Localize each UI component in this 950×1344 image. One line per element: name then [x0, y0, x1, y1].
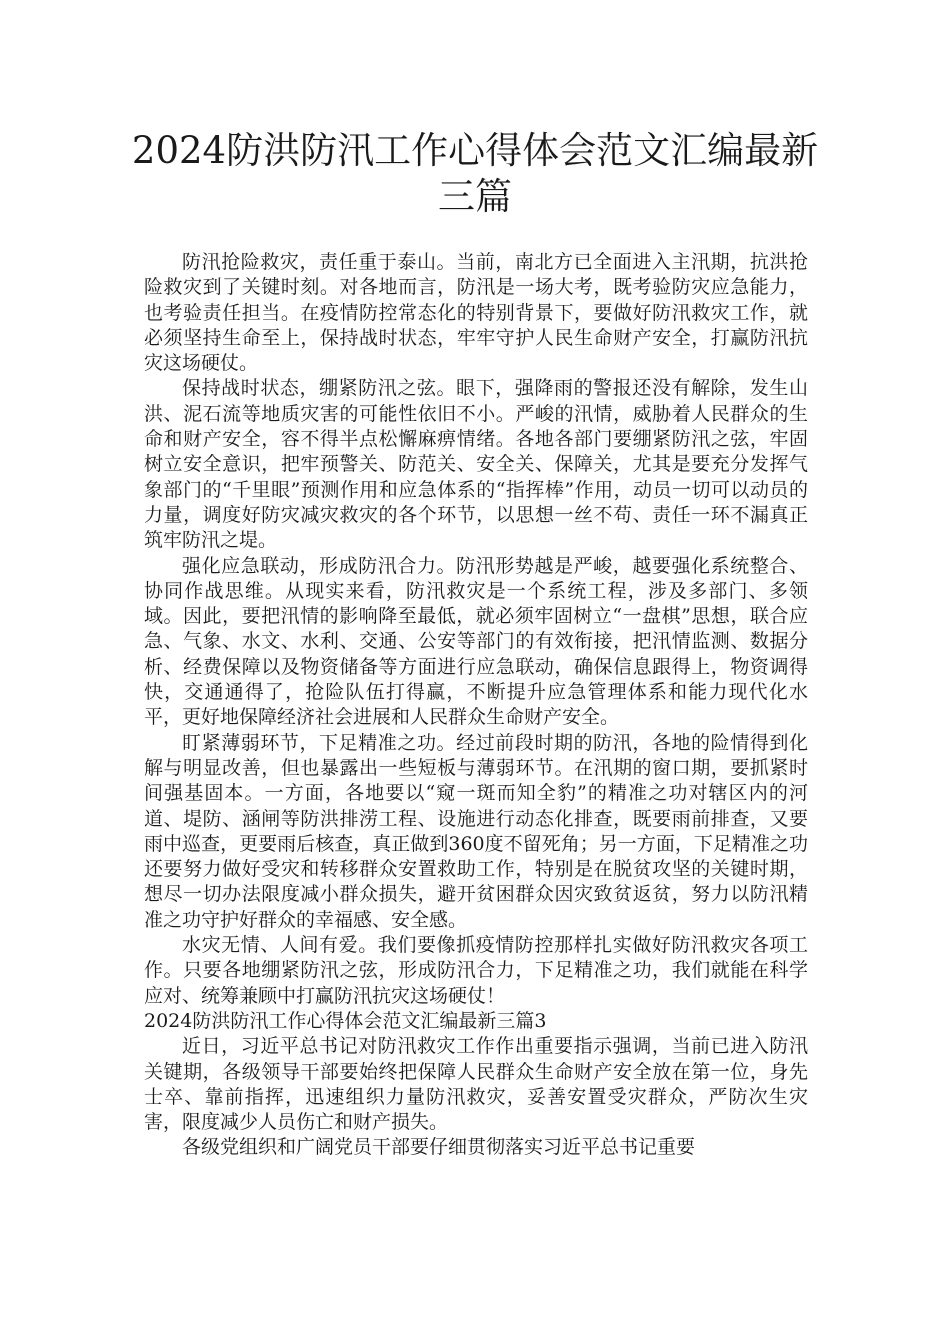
paragraph: 各级党组织和广阔党员干部要仔细贯彻落实习近平总书记重要: [182, 1136, 696, 1159]
section-heading: 2024防洪防汛工作心得体会范文汇编最新三篇3: [144, 1009, 547, 1032]
paragraph: 近日，习近平总书记对防汛救灾工作作出重要指示强调，当前已进入防汛关键期，各级领导干部要始终把保障人民群众生命财产安全放在第一位，身先士卒、靠前指挥，迅速组织力量防汛救灾，妥善安置受灾群众，严防次生灾害，限度减少人员伤亡和财产损失。: [144, 1035, 808, 1134]
paragraph: 防汛抢险救灾，责任重于泰山。当前，南北方已全面进入主汛期，抗洪抢险救灾到了关键时刻。对各地而言，防汛是一场大考，既考验防灾应急能力，也考验责任担当。在疫情防控常态化的特别背景下，要做好防汛救灾工作，就必须坚持生命至上，保持战时状态，牢牢守护人民生命财产安全，打赢防汛抗灾这场硬仗。: [144, 251, 808, 375]
paragraph: 盯紧薄弱环节，下足精准之功。经过前段时期的防汛，各地的险情得到化解与明显改善，但也暴露出一些短板与薄弱环节。在汛期的窗口期，要抓紧时间强基固本。一方面，各地要以“窥一斑而知全豹”的精准之功对辖区内的河道、堤防、涵闸等防洪排涝工程、设施进行动态化排查，既要雨前排查，又要雨中巡查，更要雨后核查，真正做到360度不留死角；另一方面，下足精准之功还要努力做好受灾和转移群众安置救助工作，特别是在脱贫攻坚的关键时期，想尽一切办法限度减小群众损失，避开贫困群众因灾致贫返贫，努力以防汛精准之功守护好群众的幸福感、安全感。: [144, 731, 808, 931]
document-body: [144, 250, 808, 1161]
paragraph: 保持战时状态，绷紧防汛之弦。眼下，强降雨的警报还没有解除，发生山洪、泥石流等地质灾害的可能性依旧不小。严峻的汛情，威胁着人民群众的生命和财产安全，容不得半点松懈麻痹情绪。各地各部门要绷紧防汛之弦，牢固树立安全意识，把牢预警关、防范关、安全关、保障关，尤其是要充分发挥气象部门的“千里眼”预测作用和应急体系的“指挥棒”作用，动员一切可以动员的力量，调度好防灾减灾救灾的各个环节，以思想一丝不苟、责任一环不漏真正筑牢防汛之堤。: [144, 377, 808, 552]
paragraph: 水灾无情、人间有爱。我们要像抓疫情防控那样扎实做好防汛救灾各项工作。只要各地绷紧防汛之弦，形成防汛合力，下足精准之功，我们就能在科学应对、统筹兼顾中打赢防汛抗灾这场硬仗！: [144, 934, 808, 1007]
paragraph: 强化应急联动，形成防汛合力。防汛形势越是严峻，越要强化系统整合、协同作战思维。从现实来看，防汛救灾是一个系统工程，涉及多部门、多领域。因此，要把汛情的影响降至最低，就必须牢固树立“一盘棋”思想，联合应急、气象、水文、水利、交通、公安等部门的有效衔接，把汛情监测、数据分析、经费保障以及物资储备等方面进行应急联动，确保信息跟得上，物资调得快，交通通得了，抢险队伍打得赢，不断提升应急管理体系和能力现代化水平，更好地保障经济社会进展和人民群众生命财产安全。: [144, 554, 808, 729]
document-title: 2024防洪防汛工作心得体会范文汇编最新三篇: [131, 129, 819, 218]
